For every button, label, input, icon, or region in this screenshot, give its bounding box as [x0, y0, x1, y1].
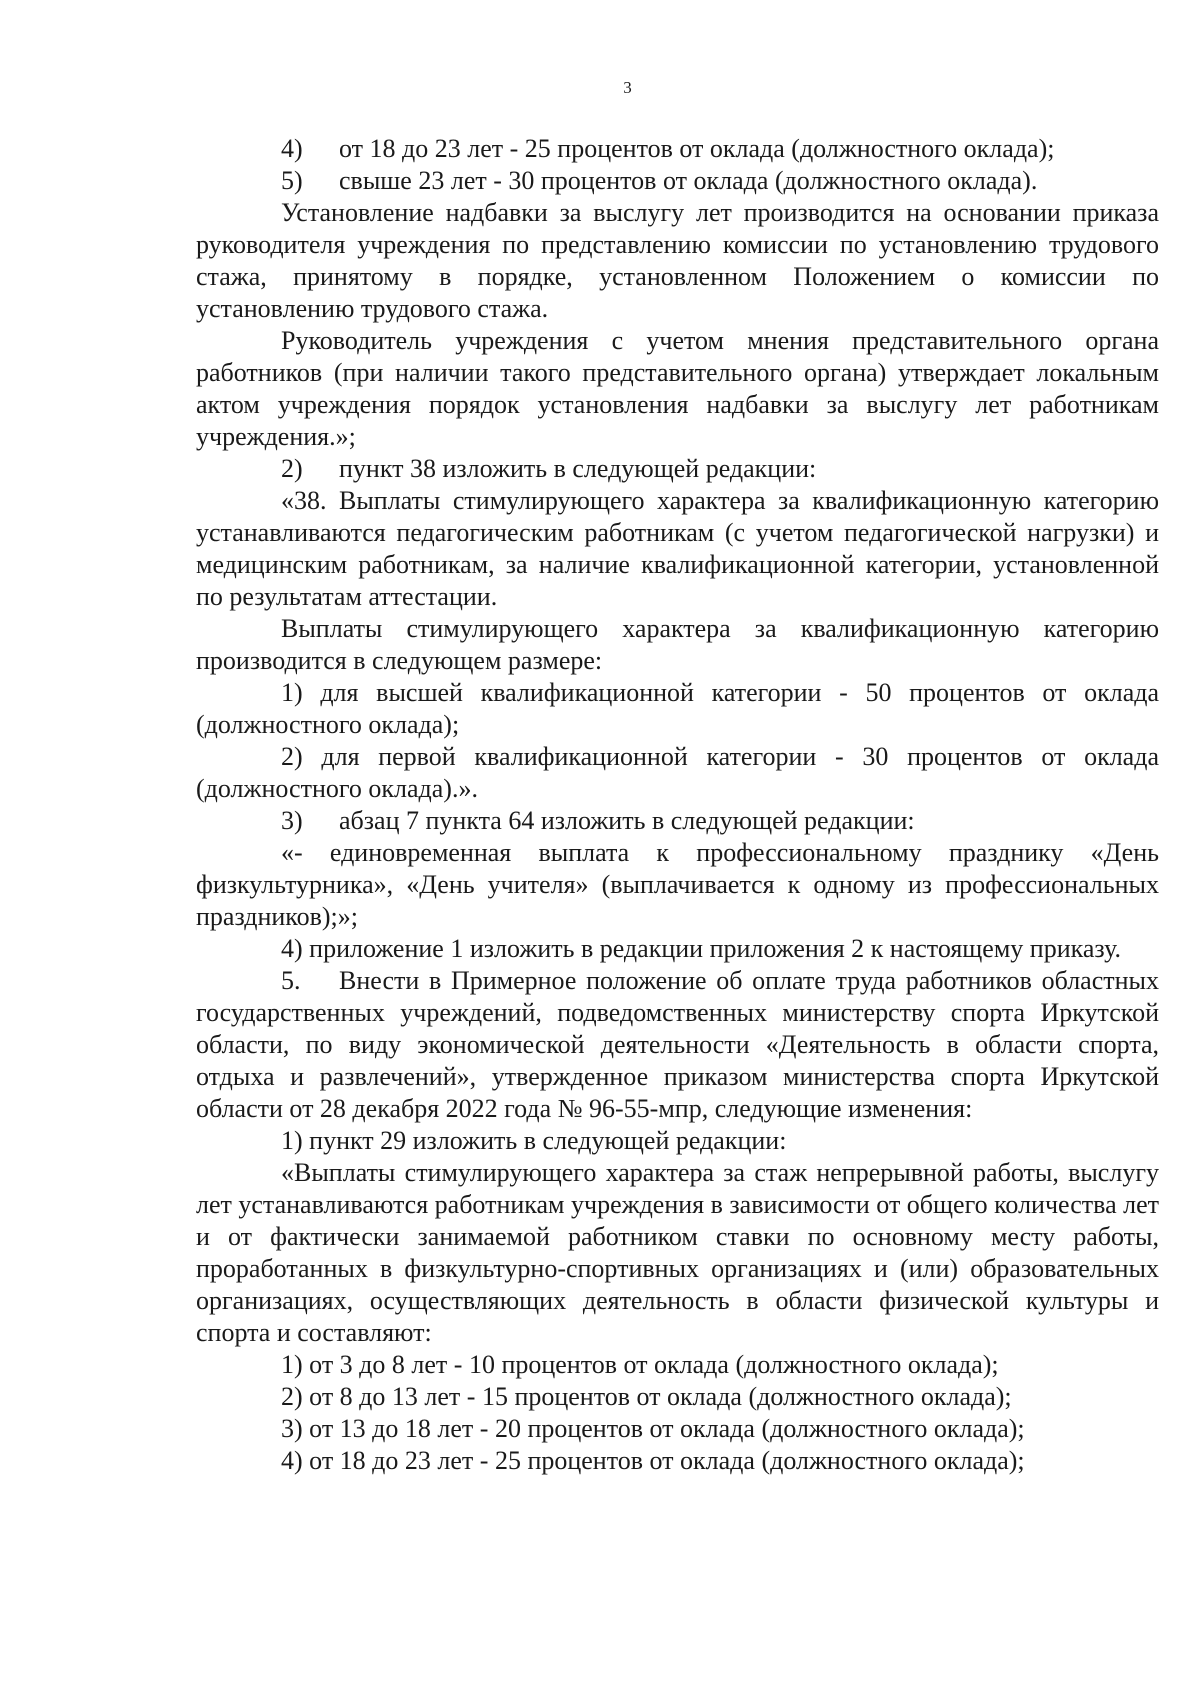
- item-text: свыше 23 лет - 30 процентов от оклада (должностного оклада).: [339, 166, 1038, 195]
- item-text: Внести в Примерное положение об оплате труда работников областных государственных учреждений, подведомственных министерству спорта Иркутской области, по виду экономической деятельности «Деятельность в области спорта, отдыха и развлечений», утвержденное приказом министерства спорта Иркутской области от 28 декабря 2022 года № 96-55-мпр, следующие изменения:: [196, 966, 1159, 1123]
- paragraph-appendix-1: 4) приложение 1 изложить в редакции приложения 2 к настоящему приказу.: [281, 934, 1122, 963]
- list-item-3-8-years: 1) от 3 до 8 лет - 10 процентов от оклада (должностного оклада);: [281, 1350, 999, 1379]
- item-text: от 18 до 23 лет - 25 процентов от оклада (должностного оклада);: [339, 134, 1055, 163]
- paragraph-point-38: «38. Выплаты стимулирующего характера за квалификационную категорию устанавливаются педагогическим работникам (с учетом педагогической нагрузки) и медицинским работникам, за наличие квалификационной категории, установленной по результатам аттестации.: [196, 486, 1159, 611]
- paragraph-continuous-service: «Выплаты стимулирующего характера за стаж непрерывной работы, выслугу лет устанавливаются работникам учреждения в зависимости от общего количества лет и от фактически занимаемой работником ставки по основному месту работы, проработанных в физкультурно-спортивных организациях и (или) образовательных организациях, осуществляющих деятельность в области физической культуры и спорта и составляют:: [196, 1158, 1159, 1347]
- item-number: 3): [281, 806, 303, 835]
- paragraph-point-29: 1) пункт 29 изложить в следующей редакции:: [281, 1126, 787, 1155]
- paragraph-local-act: Руководитель учреждения с учетом мнения представительного органа работников (при наличии такого представительного органа) утверждает локальным актом учреждения порядок установления надбавки за выслугу лет работникам учреждения.»;: [196, 326, 1159, 451]
- list-item-5: [196, 165, 1159, 197]
- item-number: 5.: [281, 966, 301, 995]
- item-number: 4): [281, 134, 303, 163]
- item-text: пункт 38 изложить в следующей редакции:: [339, 454, 817, 483]
- list-item-8-13-years: 2) от 8 до 13 лет - 15 процентов от оклада (должностного оклада);: [281, 1382, 1012, 1411]
- list-item-18-23-years: 4) от 18 до 23 лет - 25 процентов от оклада (должностного оклада);: [281, 1446, 1025, 1475]
- item-number: 2): [281, 454, 303, 483]
- document-body: [196, 133, 1159, 1477]
- list-item-2-point-38: [196, 453, 1159, 485]
- item-text: абзац 7 пункта 64 изложить в следующей редакции:: [339, 806, 915, 835]
- paragraph-holiday-payment: «- единовременная выплата к профессиональному празднику «День физкультурника», «День учителя» (выплачивается к одному из профессиональных праздников);»;: [196, 838, 1159, 931]
- item-number: 5): [281, 166, 303, 195]
- paragraph-category-size: Выплаты стимулирующего характера за квалификационную категорию производится в следующем размере:: [196, 614, 1159, 675]
- list-item-4: [196, 133, 1159, 165]
- paragraph-highest-category: 1) для высшей квалификационной категории - 50 процентов от оклада (должностного оклада);: [196, 678, 1159, 739]
- list-item-13-18-years: 3) от 13 до 18 лет - 20 процентов от оклада (должностного оклада);: [281, 1414, 1025, 1443]
- paragraph-seniority-procedure: Установление надбавки за выслугу лет производится на основании приказа руководителя учреждения по представлению комиссии по установлению трудового стажа, принятому в порядке, установленном Положением о комиссии по установлению трудового стажа.: [196, 198, 1159, 323]
- page-number: 3: [623, 78, 632, 97]
- list-item-3-point-64: [196, 805, 1159, 837]
- paragraph-first-category: 2) для первой квалификационной категории - 30 процентов от оклада (должностного оклада).».: [196, 742, 1159, 803]
- section-5: [196, 965, 1159, 1125]
